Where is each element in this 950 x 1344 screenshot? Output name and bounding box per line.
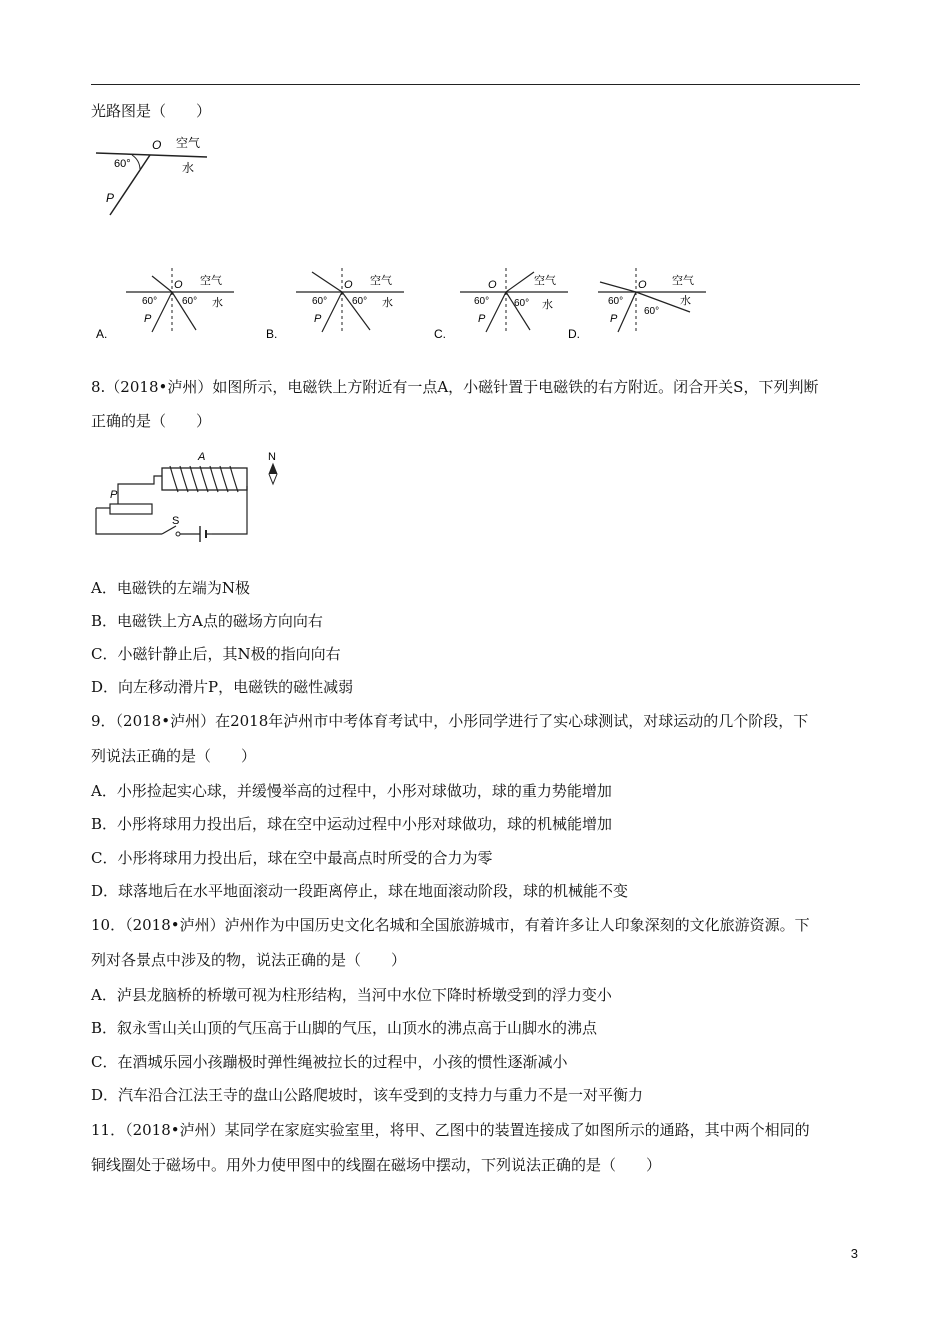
- q7-option-a-figure[interactable]: [94, 268, 244, 346]
- q8-option-b[interactable]: B．电磁铁上方A点的磁场方向向右: [91, 612, 323, 630]
- q10-option-d[interactable]: D．汽车沿合江法王寺的盘山公路爬坡时，该车受到的支持力与重力不是一对平衡力: [91, 1086, 644, 1104]
- q8-switch-s: S: [172, 515, 180, 527]
- q7-option-c-figure[interactable]: [432, 268, 582, 346]
- svg-text:空气: 空气: [200, 275, 222, 287]
- svg-text:O: O: [638, 279, 647, 291]
- svg-text:60°: 60°: [182, 296, 198, 307]
- svg-text:O: O: [488, 279, 497, 291]
- q8-point-a: A: [198, 451, 206, 463]
- svg-text:水: 水: [542, 299, 553, 311]
- q7-option-a-label: A.: [96, 327, 108, 341]
- header-rule: [91, 84, 860, 85]
- q7-label-air: 空气: [176, 136, 201, 150]
- q10-option-a[interactable]: A．泸县龙脑桥的桥墩可视为柱形结构，当河中水位下降时桥墩受到的浮力变小: [91, 986, 612, 1004]
- svg-text:60°: 60°: [352, 296, 368, 307]
- svg-text:60°: 60°: [474, 296, 490, 307]
- svg-text:60°: 60°: [608, 296, 624, 307]
- q8-circuit-figure: [92, 446, 292, 546]
- svg-text:O: O: [344, 279, 353, 291]
- q9-option-b[interactable]: B．小彤将球用力投出后，球在空中运动过程中小彤对球做功，球的机械能增加: [91, 815, 613, 833]
- q7-label-water: 水: [182, 161, 195, 175]
- q11-stem-line-2: 铜线圈处于磁场中。用外力使甲图中的线圈在磁场中摆动，下列说法正确的是（ ）: [91, 1156, 662, 1174]
- q7-option-d-label: D.: [568, 327, 580, 341]
- svg-text:空气: 空气: [534, 275, 556, 287]
- q9-option-c[interactable]: C．小彤将球用力投出后，球在空中最高点时所受的合力为零: [91, 849, 493, 867]
- q9-stem-line-2: 列说法正确的是（ ）: [91, 747, 257, 765]
- q10-stem-line-1: 10．（2018•泸州）泸州作为中国历史文化名城和全国旅游城市，有着许多让人印象深刻的文化旅游资源。下: [91, 916, 810, 934]
- q8-stem-line-1: 8.（2018•泸州）如图所示，电磁铁上方附近有一点A，小磁针置于电磁铁的右方附近。闭合开关S，下列判断: [91, 378, 819, 396]
- q7-label-p: P: [106, 191, 115, 205]
- q7-tail: 光路图是（ ）: [91, 102, 212, 120]
- svg-text:O: O: [174, 279, 183, 291]
- svg-text:P: P: [314, 313, 322, 325]
- q8-needle-n: N: [268, 451, 276, 463]
- q10-stem-line-2: 列对各景点中涉及的物，说法正确的是（ ）: [91, 951, 407, 969]
- q8-stem-line-2: 正确的是（ ）: [91, 412, 212, 430]
- q7-main-figure: [92, 135, 217, 220]
- q9-option-d[interactable]: D．球落地后在水平地面滚动一段距离停止，球在地面滚动阶段，球的机械能不变: [91, 882, 629, 900]
- q8-option-d[interactable]: D．向左移动滑片P，电磁铁的磁性减弱: [91, 678, 354, 696]
- q7-label-o: O: [152, 138, 162, 152]
- svg-text:空气: 空气: [672, 275, 694, 287]
- svg-text:60°: 60°: [644, 306, 660, 317]
- q7-option-c-label: C.: [434, 327, 446, 341]
- q7-option-b-label: B.: [266, 327, 278, 341]
- svg-text:水: 水: [680, 295, 691, 307]
- q8-option-c[interactable]: C．小磁针静止后，其N极的指向向右: [91, 645, 341, 663]
- svg-text:水: 水: [382, 297, 393, 309]
- q9-stem-line-1: 9．（2018•泸州）在2018年泸州市中考体育考试中，小彤同学进行了实心球测试，对球运动的几个阶段，下: [91, 712, 809, 730]
- svg-text:P: P: [144, 313, 152, 325]
- q7-label-angle: 60°: [114, 158, 131, 170]
- q11-stem-line-1: 11．（2018•泸州）某同学在家庭实验室里，将甲、乙图中的装置连接成了如图所示的通路，其中两个相同的: [91, 1121, 810, 1139]
- q8-option-a[interactable]: A．电磁铁的左端为N极: [91, 579, 250, 597]
- svg-text:60°: 60°: [514, 298, 530, 309]
- page-number: 3: [850, 1246, 858, 1261]
- q7-option-b-figure[interactable]: [264, 268, 414, 346]
- q8-slider-p: P: [110, 489, 118, 501]
- q7-option-d-figure[interactable]: [566, 268, 716, 346]
- svg-text:水: 水: [212, 297, 223, 309]
- svg-text:60°: 60°: [142, 296, 158, 307]
- q10-option-b[interactable]: B．叙永雪山关山顶的气压高于山脚的气压，山顶水的沸点高于山脚水的沸点: [91, 1019, 598, 1037]
- svg-text:P: P: [478, 313, 486, 325]
- q10-option-c[interactable]: C．在酒城乐园小孩蹦极时弹性绳被拉长的过程中，小孩的惯性逐渐减小: [91, 1053, 568, 1071]
- svg-text:60°: 60°: [312, 296, 328, 307]
- svg-text:空气: 空气: [370, 275, 392, 287]
- q9-option-a[interactable]: A．小彤捡起实心球，并缓慢举高的过程中，小彤对球做功，球的重力势能增加: [91, 782, 612, 800]
- svg-text:P: P: [610, 313, 618, 325]
